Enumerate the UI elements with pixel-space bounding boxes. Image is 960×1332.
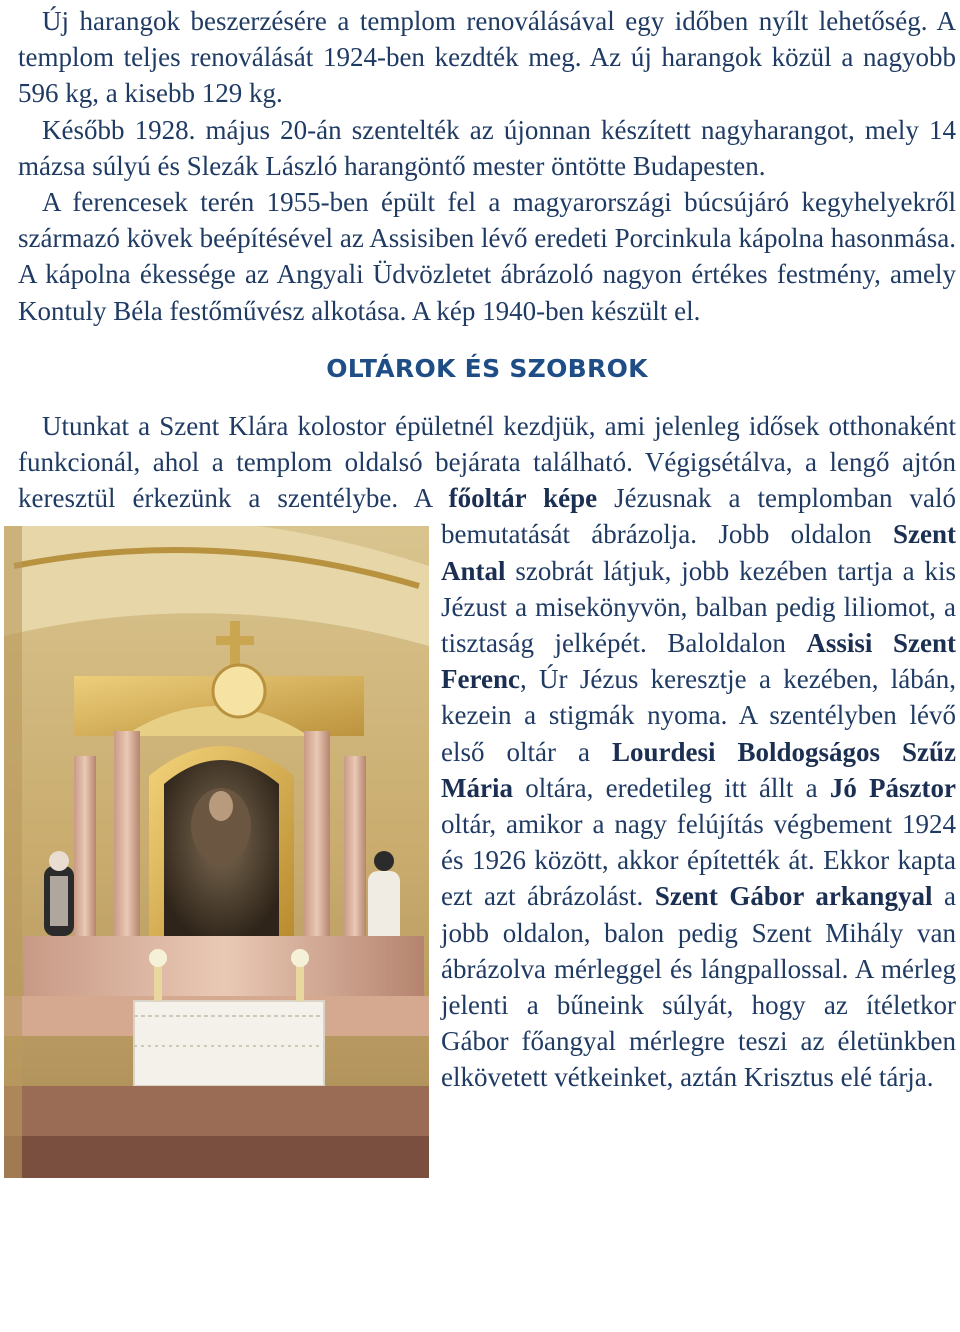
bold-term-saint-anthony: Szent Antal <box>441 519 956 586</box>
paragraph-porcinkula: A ferencesek terén 1955-ben épült fel a magyarországi búcsújáró kegyhelyekről származó kövek beépítésével az Assisiben lévő eredeti Porcinkula kápolna hasonmása. A kápolna ékessége az Angyali Üdvözletet ábrázoló nagyon értékes festmény, amely Kontuly Béla festőművész alkotása. A kép 1940-ben készült el. <box>18 187 956 326</box>
text-run: a jobb oldalon, balon pedig Szent Mihály van ábrázolva mérleggel és lángpallossal. A mérleg jelenti a bűneink súlyát, hogy az ítéletkor Gábor főangyal mérlegre teszi az életünkben elkövetett vétkeinket, aztán Krisztus elé tárja. <box>441 881 956 1093</box>
text-run: szobrát látjuk, jobb kezében tartja a kis Jézust a misekönyvön, balban pedig liliomot, a tisztaság jelképét. Baloldalon <box>441 555 956 659</box>
bold-term-saint-gabriel: Szent Gábor arkangyal <box>654 881 933 912</box>
text-run: oltár, amikor a nagy felújítás végbement 1924 és 1926 között, akkor építették át. Ekkor kapta ezt azt ábrázolást. <box>441 809 956 912</box>
altar-photo <box>4 526 429 1178</box>
text-run: oltára, eredetileg itt állt a <box>512 772 830 803</box>
section-heading: OLTÁROK ÉS SZOBROK <box>326 353 648 383</box>
text-run: Utunkat a Szent Klára kolostor épületnél kezdjük, ami jelenleg idősek otthonaként funkcionál, ahol a templom oldalsó bejárata található. Végigsétálva, a lengő ajtón keresztül érkezünk a szentélybe. A <box>18 410 956 514</box>
bold-term-saint-francis: Assisi Szent Ferenc <box>441 628 956 695</box>
paragraph-big-bell: Később 1928. május 20-án szentelték az újonnan készített nagyharangot, mely 14 mázsa súlyú és Slezák László harangöntő mester öntötte Budapesten. <box>18 114 956 181</box>
bold-term-good-shepherd: Jó Pásztor <box>829 772 956 803</box>
document-page <box>18 0 956 1182</box>
bold-term-main-altar: főoltár képe <box>448 483 598 514</box>
text-run: , Úr Jézus keresztje a kezében, lábán, kezein a stigmák nyoma. A szentélyben lévő első oltár a <box>441 664 956 767</box>
text-run: Jézusnak a templomban való bemutatását ábrázolja. Jobb oldalon <box>441 483 956 550</box>
bold-term-lourdes-mary: Lourdesi Boldogságos Szűz Mária <box>441 736 956 803</box>
paragraph-altars-intro <box>18 408 956 1096</box>
paragraph-bells: Új harangok beszerzésére a templom renoválásával egy időben nyílt lehetőség. A templom teljes renoválását 1924-ben kezdték meg. Az új harangok közül a nagyobb 596 kg, a kisebb 129 kg. <box>18 6 956 109</box>
